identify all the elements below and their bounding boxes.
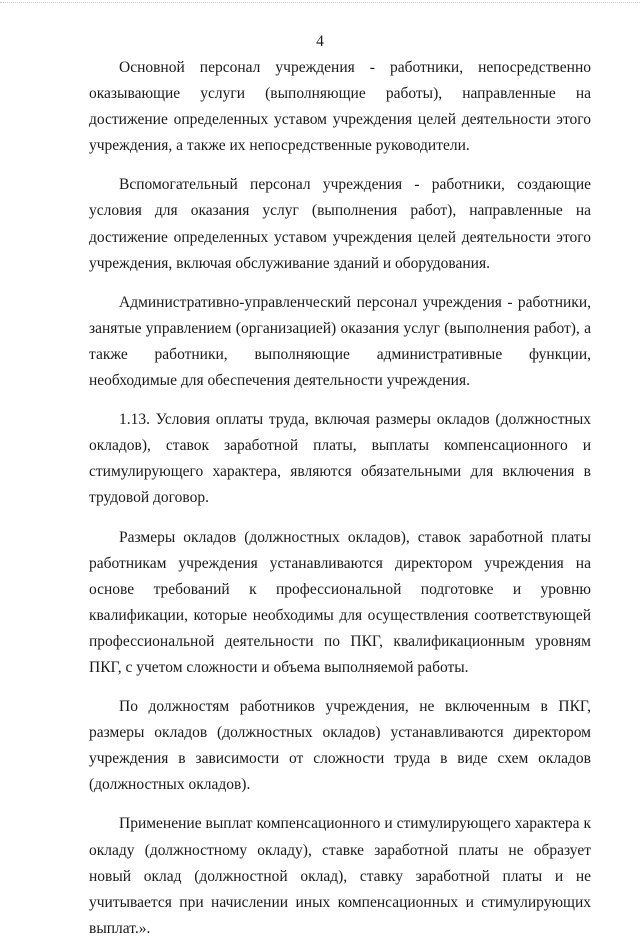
- document-body: [89, 55, 591, 942]
- paragraph-salary-sizes: Размеры окладов (должностных окладов), ставок заработной платы работникам учреждения устанавливаются директором учреждения на основе требований к профессиональной подготовке и уровню квалификации, которые необходимы для осуществления соответствующей профессиональной деятельности по ПКГ, квалификационным уровням ПКГ, с учетом сложности и объема выполняемой работы.: [89, 528, 591, 676]
- paragraph-main-staff: Основной персонал учреждения - работники, непосредственно оказывающие услуги (выполняющие работы), направленные на достижение определенных уставом учреждения целей деятельности этого учреждения, а также их непосредственные руководители.: [89, 59, 591, 155]
- paragraph-non-pkg-positions: По должностям работников учреждения, не включенным в ПКГ, размеры окладов (должностных окладов) устанавливаются директором учреждения в зависимости от сложности труда в виде схем окладов (должностных окладов).: [89, 698, 591, 794]
- paragraph-auxiliary-staff: Вспомогательный персонал учреждения - работники, создающие условия для оказания услуг (выполнения работ), направленные на достижение определенных уставом учреждения целей деятельности этого учреждения, включая обслуживание зданий и оборудования.: [89, 176, 591, 272]
- page-number: 4: [316, 33, 324, 50]
- paragraph-clause-1-13: 1.13. Условия оплаты труда, включая размеры окладов (должностных окладов), ставок заработной платы, выплаты компенсационного и стимулирующего характера, являются обязательными для включения в трудовой договор.: [89, 411, 591, 507]
- paragraph-admin-staff: Административно-управленческий персонал учреждения - работники, занятые управлением (организацией) оказания услуг (выполнения работ), а также работники, выполняющие административные функции, необходимые для обеспечения деятельности учреждения.: [89, 293, 591, 390]
- scan-edge-line: [0, 2, 640, 5]
- paragraph-payments-application: Применение выплат компенсационного и стимулирующего характера к окладу (должностному окладу), ставке заработной платы не образует новый оклад (должностной оклад), ставку заработной платы и не учитывается при начислении иных компенсационных и стимулирующих выплат.».: [89, 815, 591, 937]
